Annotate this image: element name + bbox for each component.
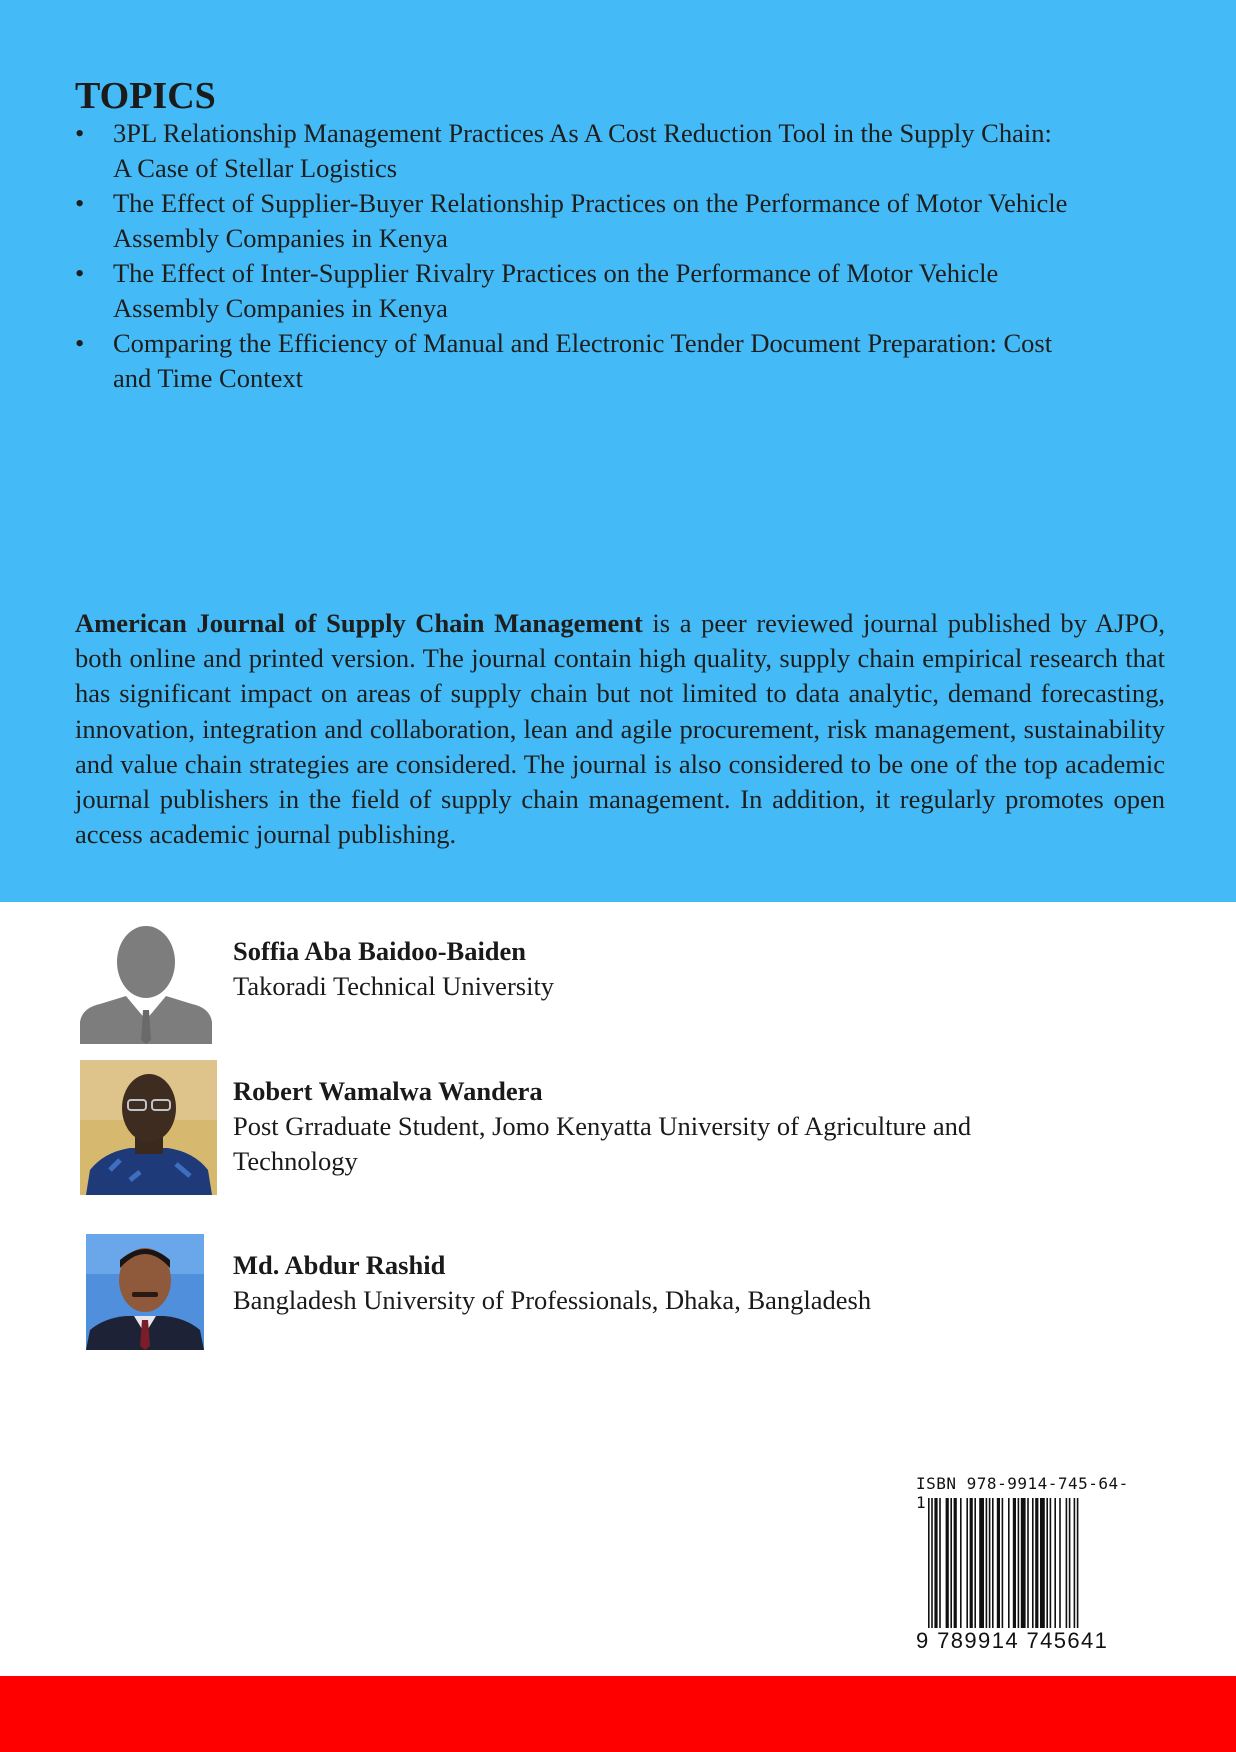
barcode-bar [1077,1498,1079,1638]
portrait-photo [80,1060,217,1195]
barcode-bar [986,1498,988,1628]
barcode-bar [979,1498,984,1628]
barcode-bar [939,1498,941,1628]
journal-name: American Journal of Supply Chain Management [75,608,643,638]
topics-heading: TOPICS [75,75,216,117]
portrait-photo [80,1060,217,1195]
barcode-bar [1008,1498,1010,1628]
barcode-bar [928,1498,930,1638]
topic-item [75,186,1185,256]
barcode-digit-group: 789914 [937,1628,1019,1653]
topic-line: 3PL Relationship Management Practices As A Cost Reduction Tool in the Supply Chain: [113,118,1052,148]
portrait-photo [86,1234,204,1350]
barcode-digit-lead: 9 [916,1628,930,1653]
journal-description [75,606,1165,852]
barcode-bar [1018,1498,1020,1628]
barcode-bar [1013,1498,1016,1628]
barcode-bar [970,1498,973,1628]
barcode-digits [916,1628,1108,1654]
barcode-bar [950,1498,952,1628]
barcode-bar [960,1498,962,1628]
barcode-bar [997,1498,1000,1628]
topic-line: and Time Context [113,363,303,393]
topic-line: A Case of Stellar Logistics [113,153,398,183]
bullet-icon: • [75,188,85,218]
barcode-bar [946,1498,949,1628]
topic-item [75,326,1185,396]
author-affiliation: Post Grraduate Student, Jomo Kenyatta University of Agriculture and Technology [233,1111,972,1176]
barcode-digit-group: 745641 [1026,1628,1109,1653]
topic-line: The Effect of Inter-Supplier Rivalry Practices on the Performance of Motor Vehicle [113,258,999,288]
barcode-bar [1035,1498,1038,1628]
topics-list [75,116,1185,396]
bullet-icon: • [75,118,85,148]
barcode-bar [1054,1498,1056,1628]
barcode-bar [1050,1498,1052,1628]
barcode-bar [1032,1498,1034,1628]
author-affiliation: Bangladesh University of Professionals, Dhaka, Bangladesh [233,1285,872,1315]
barcode-bar [1059,1498,1061,1628]
author-name: Md. Abdur Rashid [233,1250,446,1280]
barcode-bar [1040,1498,1045,1628]
topic-line: Comparing the Efficiency of Manual and Electronic Tender Document Preparation: Cost [113,328,1053,358]
description-text: is a peer reviewed journal published by AJPO, both online and printed version. The journal contain high quality, supply chain empirical research that has significant impact on areas of supply chain but not limited to data analytic, demand forecasting, innovation, integration and collaboration, lean and agile procurement, risk management, sustainability and value chain strategies are considered. The journal is also considered to be one of the top academic journal publishers in the field of supply chain management. In addition, it regularly promotes open access academic journal publishing. [75,608,1165,850]
barcode-bar [974,1498,976,1628]
author-affiliation: Takoradi Technical University [233,971,555,1001]
barcode-bar [931,1498,933,1638]
portrait-photo [86,1234,204,1350]
barcode-bar [1066,1498,1068,1628]
barcode-bar [989,1498,991,1628]
barcode-bar [966,1498,968,1628]
topic-line: Assembly Companies in Kenya [113,223,448,253]
topic-item [75,116,1185,186]
barcode-bar [954,1498,957,1628]
author-name: Robert Wamalwa Wandera [233,1076,543,1106]
isbn-barcode-block [910,1474,1136,1656]
red-footer-bar [0,1676,1236,1752]
bullet-icon: • [75,258,85,288]
barcode-bar [992,1498,994,1628]
topic-line: The Effect of Supplier-Buyer Relationship Practices on the Performance of Motor Vehicle [113,188,1068,218]
barcode-bar [1074,1498,1076,1628]
barcode-bar [934,1498,937,1628]
barcode-bar [1027,1498,1029,1628]
silhouette-icon [80,924,212,1044]
barcode-bar [1021,1498,1026,1628]
author-name: Soffia Aba Baidoo-Baiden [233,936,527,966]
isbn-label: ISBN 978-9914-745-64-1 [916,1474,1129,1512]
silhouette-icon [80,924,212,1044]
barcode-bar [1002,1498,1004,1638]
topic-item [75,256,1185,326]
barcode-icon [910,1498,1136,1638]
topic-line: Assembly Companies in Kenya [113,293,448,323]
barcode-bar [1069,1498,1071,1628]
bullet-icon: • [75,328,85,358]
barcode-bar [1046,1498,1048,1628]
